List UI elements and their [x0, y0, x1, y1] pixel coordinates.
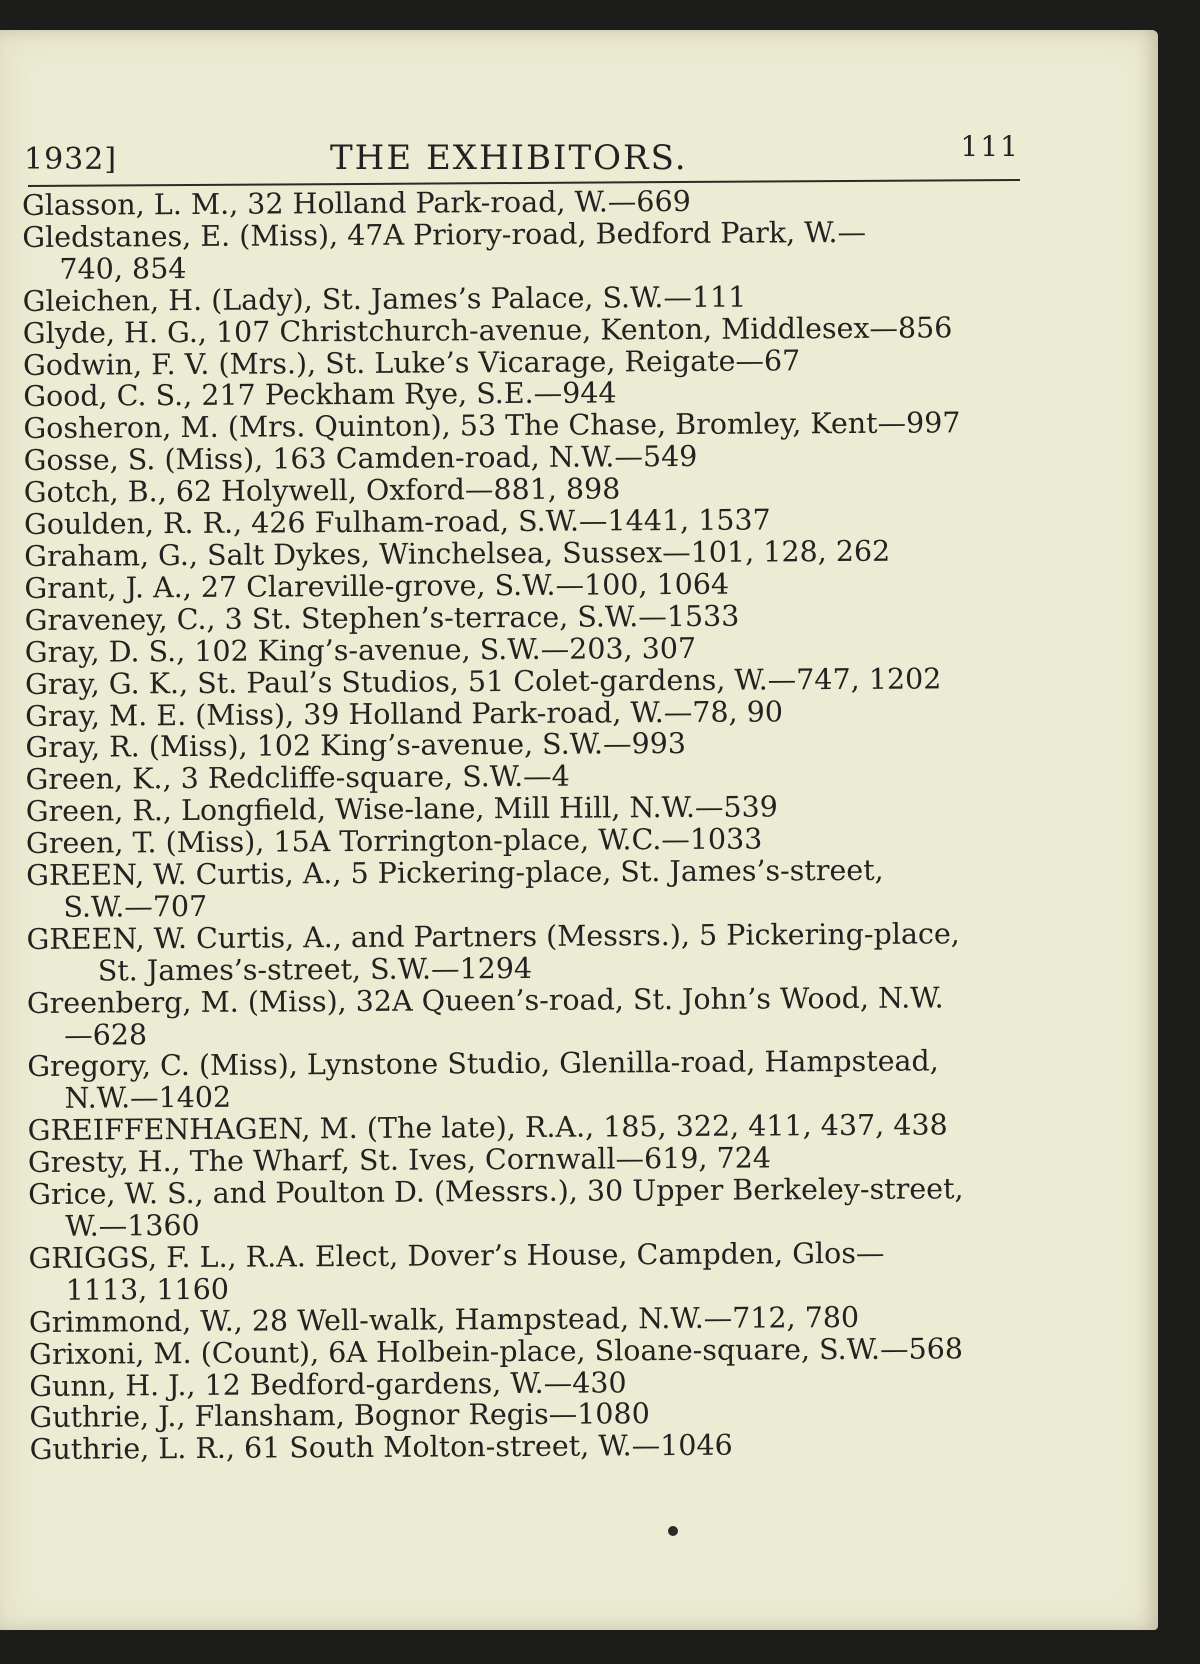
entry-line: Gray, D. S., 102 King’s-avenue, S.W.—203, 307	[24, 631, 697, 669]
running-header	[24, 108, 1020, 178]
entry-line: Gotch, B., 62 Holywell, Oxford—881, 898	[23, 472, 621, 510]
entry-line: Grice, W. S., and Poulton D. (Messrs.), 30 Upper Berkeley-street,	[28, 1172, 964, 1212]
exhibitor-entry	[29, 1332, 1049, 1370]
entry-line: Green, T. (Miss), 15A Torrington-place, W.C.—1033	[25, 822, 763, 861]
entry-line: GRIGGS, F. L., R.A. Elect, Dover’s House, Campden, Glos—	[28, 1236, 885, 1275]
entry-line: Gledstanes, E. (Miss), 47A Priory-road, Bedford Park, W.—	[22, 215, 867, 254]
exhibitor-entry	[28, 1237, 1048, 1307]
exhibitor-entry	[26, 854, 1046, 924]
entry-line: Godwin, F. V. (Mrs.), St. Luke’s Vicarage, Reigate—67	[22, 343, 801, 382]
header-year: 1932]	[24, 142, 118, 177]
entry-line: GREEN, W. Curtis, A., and Partners (Messrs.), 5 Pickering-place,	[26, 917, 960, 956]
entry-line: Glasson, L. M., 32 Holland Park-road, W.—669	[21, 184, 691, 222]
entry-line: Grant, J. A., 27 Clareville-grove, S.W.—100, 1064	[24, 567, 730, 605]
entry-line: Good, C. S., 217 Peckham Rye, S.E.—944	[23, 376, 617, 414]
exhibitor-entry	[26, 918, 1046, 988]
exhibitor-entry	[25, 662, 1045, 700]
page-number: 111	[960, 130, 1020, 163]
entry-line: Greenberg, M. (Miss), 32A Queen’s-road, St. John’s Wood, N.W.	[26, 981, 944, 1020]
entry-line: Gleichen, H. (Lady), St. James’s Palace, S.W.—111	[22, 280, 747, 318]
entry-line: Goulden, R. R., 426 Fulham-road, S.W.—1441, 1537	[23, 503, 771, 542]
entry-line: Grixoni, M. (Count), 6A Holbein-place, Sloane-square, S.W.—568	[29, 1331, 964, 1371]
exhibitor-entry	[30, 1428, 1050, 1466]
entry-line: Glyde, H. G., 107 Christchurch-avenue, Kenton, Middlesex—856	[22, 310, 953, 350]
entry-line: Gresty, H., The Wharf, St. Ives, Cornwall—619, 724	[27, 1141, 772, 1180]
exhibitor-entry	[27, 1045, 1047, 1115]
entry-continuation: St. James’s-street, S.W.—1294	[97, 951, 533, 988]
entry-line: GREEN, W. Curtis, A., 5 Pickering-place, St. James’s-street,	[26, 853, 884, 893]
book-page	[0, 30, 1158, 1630]
entry-line: Gray, G. K., St. Paul’s Studios, 51 Colet-gardens, W.—747, 1202	[24, 661, 942, 701]
entry-line: Gray, M. E. (Miss), 39 Holland Park-road, W.—78, 90	[25, 694, 784, 733]
entry-line: Gray, R. (Miss), 102 King’s-avenue, S.W.—993	[25, 727, 687, 765]
entry-continuation: S.W.—707	[63, 889, 208, 924]
entry-continuation: N.W.—1402	[64, 1081, 232, 1116]
entry-continuation: W.—1360	[65, 1208, 200, 1243]
entry-line: Green, K., 3 Redcliffe-square, S.W.—4	[25, 759, 570, 797]
exhibitor-entry	[27, 981, 1047, 1051]
exhibitor-entry	[23, 407, 1043, 445]
entry-line: GREIFFENHAGEN, M. (The late), R.A., 185, 322, 411, 437, 438	[27, 1108, 948, 1148]
entry-continuation: 1113, 1160	[65, 1272, 230, 1307]
exhibitor-entry	[28, 1173, 1048, 1243]
page-mark	[668, 1526, 678, 1536]
exhibitor-entry	[23, 311, 1043, 349]
exhibitor-entry	[22, 216, 1042, 286]
entry-line: Graham, G., Salt Dykes, Winchelsea, Sussex—101, 128, 262	[24, 534, 891, 573]
entry-line: Gosse, S. (Miss), 163 Camden-road, N.W.—549	[23, 440, 698, 478]
entry-line: Gunn, H. J., 12 Bedford-gardens, W.—430	[29, 1365, 627, 1403]
entry-line: Green, R., Longfield, Wise-lane, Mill Hill, N.W.—539	[25, 790, 778, 829]
entry-line: Gosheron, M. (Mrs. Quinton), 53 The Chase, Bromley, Kent—997	[23, 406, 961, 446]
page-title: THE EXHIBITORS.	[330, 138, 688, 178]
entry-line: Gregory, C. (Miss), Lynstone Studio, Glenilla-road, Hampstead,	[27, 1044, 939, 1084]
exhibitor-list	[22, 184, 1050, 1466]
entry-line: Grimmond, W., 28 Well-walk, Hampstead, N.W.—712, 780	[28, 1300, 860, 1339]
exhibitor-entry	[28, 1109, 1048, 1147]
entry-continuation: 740, 854	[59, 251, 187, 286]
entry-continuation: —628	[64, 1017, 148, 1052]
entry-line: Graveney, C., 3 St. Stephen’s-terrace, S.W.—1533	[24, 599, 740, 637]
entry-line: Guthrie, J., Flansham, Bognor Regis—1080	[29, 1397, 650, 1435]
entry-line: Guthrie, L. R., 61 South Molton-street, W.—1046	[29, 1429, 733, 1467]
